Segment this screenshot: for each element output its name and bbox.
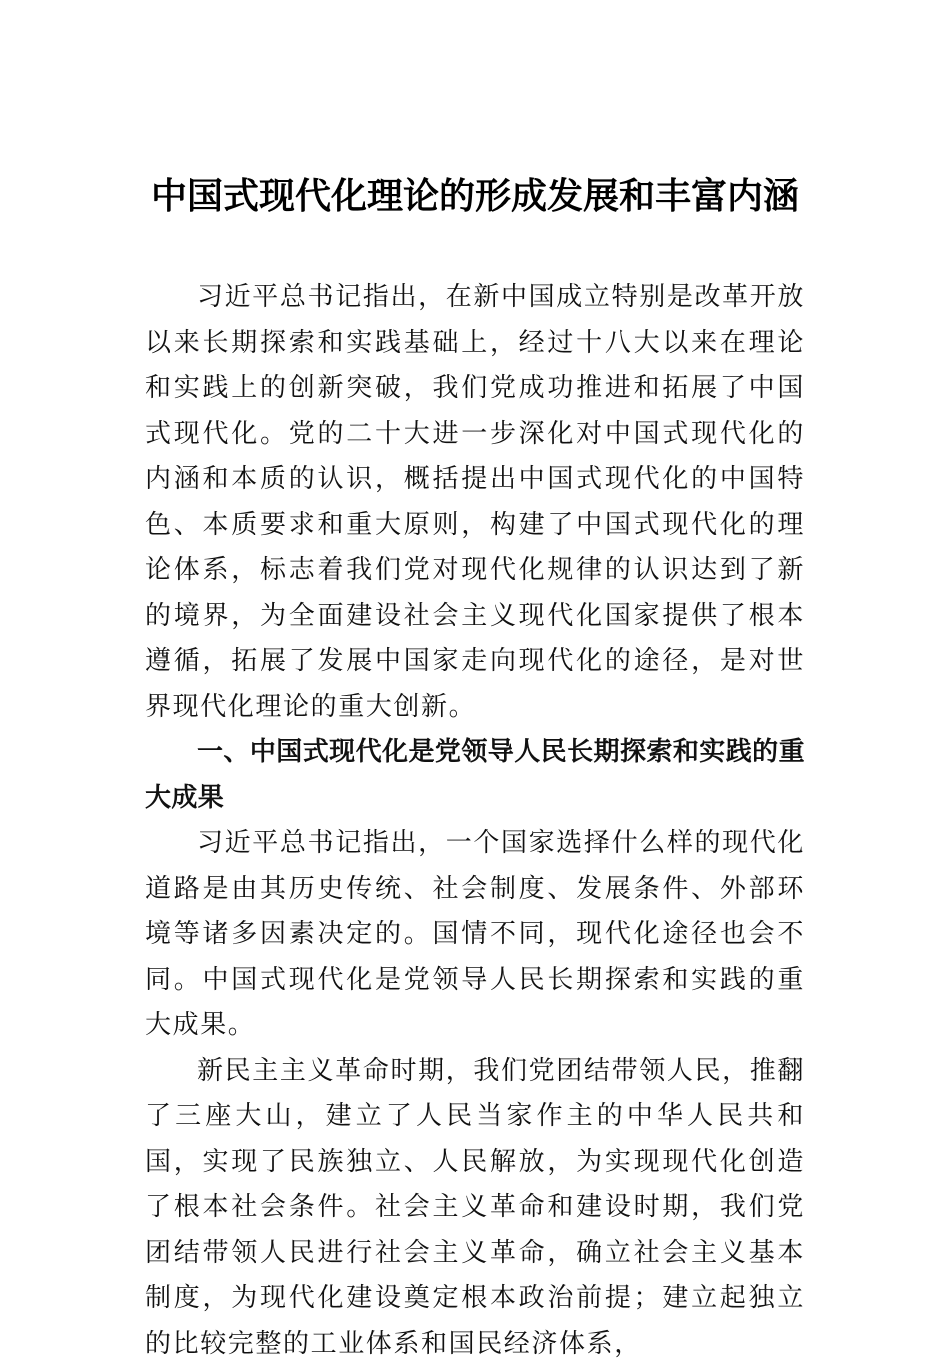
section-heading-1: 一、中国式现代化是党领导人民长期探索和实践的重大成果	[145, 730, 805, 821]
document-body	[145, 275, 805, 1367]
paragraph-section1-a: 习近平总书记指出，一个国家选择什么样的现代化道路是由其历史传统、社会制度、发展条件、外部环境等诸多因素决定的。国情不同，现代化途径也会不同。中国式现代化是党领导人民长期探索和实践的重大成果。	[145, 821, 805, 1049]
document-title: 中国式现代化理论的形成发展和丰富内涵	[0, 172, 950, 220]
paragraph-intro: 习近平总书记指出，在新中国成立特别是改革开放以来长期探索和实践基础上，经过十八大以来在理论和实践上的创新突破，我们党成功推进和拓展了中国式现代化。党的二十大进一步深化对中国式现代化的内涵和本质的认识，概括提出中国式现代化的中国特色、本质要求和重大原则，构建了中国式现代化的理论体系，标志着我们党对现代化规律的认识达到了新的境界，为全面建设社会主义现代化国家提供了根本遵循，拓展了发展中国家走向现代化的途径，是对世界现代化理论的重大创新。	[145, 275, 805, 730]
paragraph-section1-b: 新民主主义革命时期，我们党团结带领人民，推翻了三座大山，建立了人民当家作主的中华人民共和国，实现了民族独立、人民解放，为实现现代化创造了根本社会条件。社会主义革命和建设时期，我们党团结带领人民进行社会主义革命，确立社会主义基本制度，为现代化建设奠定根本政治前提；建立起独立的比较完整的工业体系和国民经济体系，	[145, 1049, 805, 1367]
